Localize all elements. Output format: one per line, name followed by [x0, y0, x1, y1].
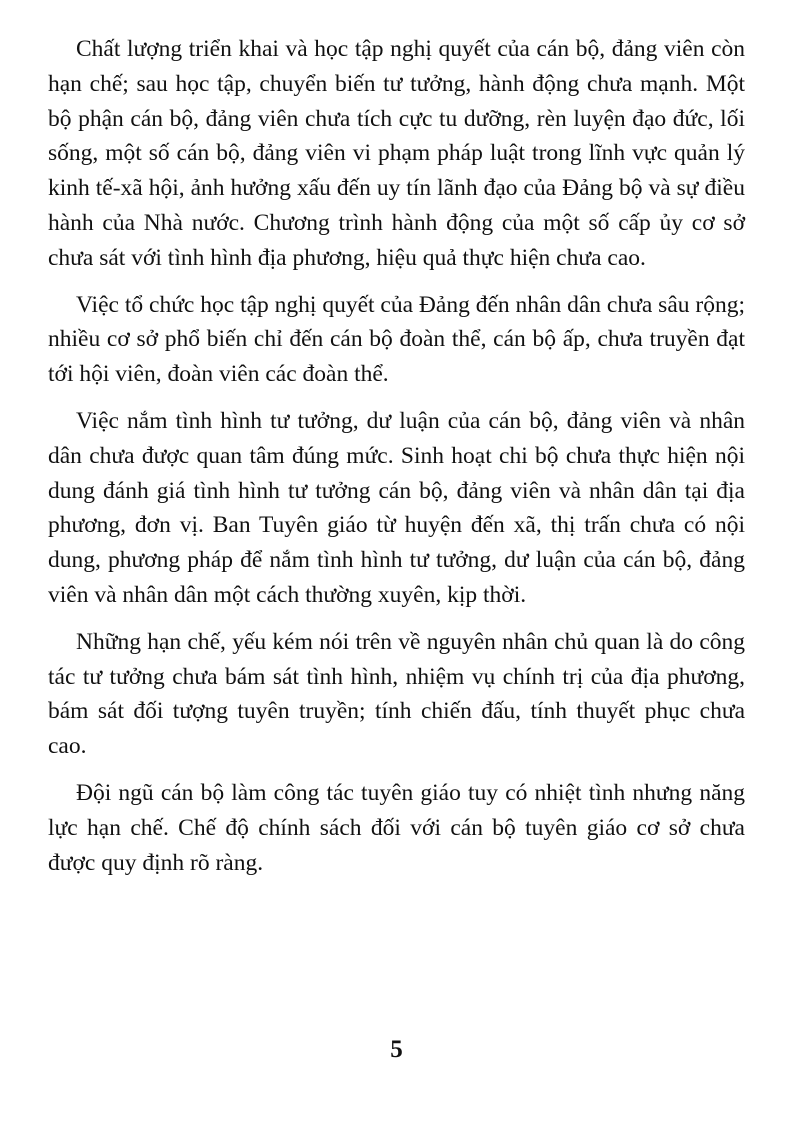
- page-number: 5: [390, 1036, 403, 1063]
- paragraph-4: Những hạn chế, yếu kém nói trên về nguyên nhân chủ quan là do công tác tư tưởng chưa bám sát tình hình, nhiệm vụ chính trị của địa phương, bám sát đối tượng tuyên truyền; tính chiến đấu, tính thuyết phục chưa cao.: [48, 628, 745, 760]
- paragraph-1: Chất lượng triển khai và học tập nghị quyết của cán bộ, đảng viên còn hạn chế; sau học tập, chuyển biến tư tưởng, hành động chưa mạnh. Một bộ phận cán bộ, đảng viên chưa tích cực tu dưỡng, rèn luyện đạo đức, lối sống, một số cán bộ, đảng viên vi phạm pháp luật trong lĩnh vực quản lý kinh tế-xã hội, ảnh hưởng xấu đến uy tín lãnh đạo của Đảng bộ và sự điều hành của Nhà nước. Chương trình hành động của một số cấp ủy cơ sở chưa sát với tình hình địa phương, hiệu quả thực hiện chưa cao.: [48, 36, 745, 271]
- paragraph-2: Việc tổ chức học tập nghị quyết của Đảng đến nhân dân chưa sâu rộng; nhiều cơ sở phổ biến chỉ đến cán bộ đoàn thể, cán bộ ấp, chưa truyền đạt tới hội viên, đoàn viên các đoàn thể.: [48, 291, 745, 388]
- paragraph-5: Đội ngũ cán bộ làm công tác tuyên giáo tuy có nhiệt tình nhưng năng lực hạn chế. Chế độ chính sách đối với cán bộ tuyên giáo cơ sở chưa được quy định rõ ràng.: [48, 779, 745, 876]
- page-body: [48, 32, 745, 892]
- paragraph-3: Việc nắm tình hình tư tưởng, dư luận của cán bộ, đảng viên và nhân dân chưa được quan tâm đúng mức. Sinh hoạt chi bộ chưa thực hiện nội dung đánh giá tình hình tư tưởng cán bộ, đảng viên và nhân dân tại địa phương, đơn vị. Ban Tuyên giáo từ huyện đến xã, thị trấn chưa có nội dung, phương pháp để nắm tình hình tư tưởng, dư luận của cán bộ, đảng viên và nhân dân một cách thường xuyên, kịp thời.: [48, 407, 745, 608]
